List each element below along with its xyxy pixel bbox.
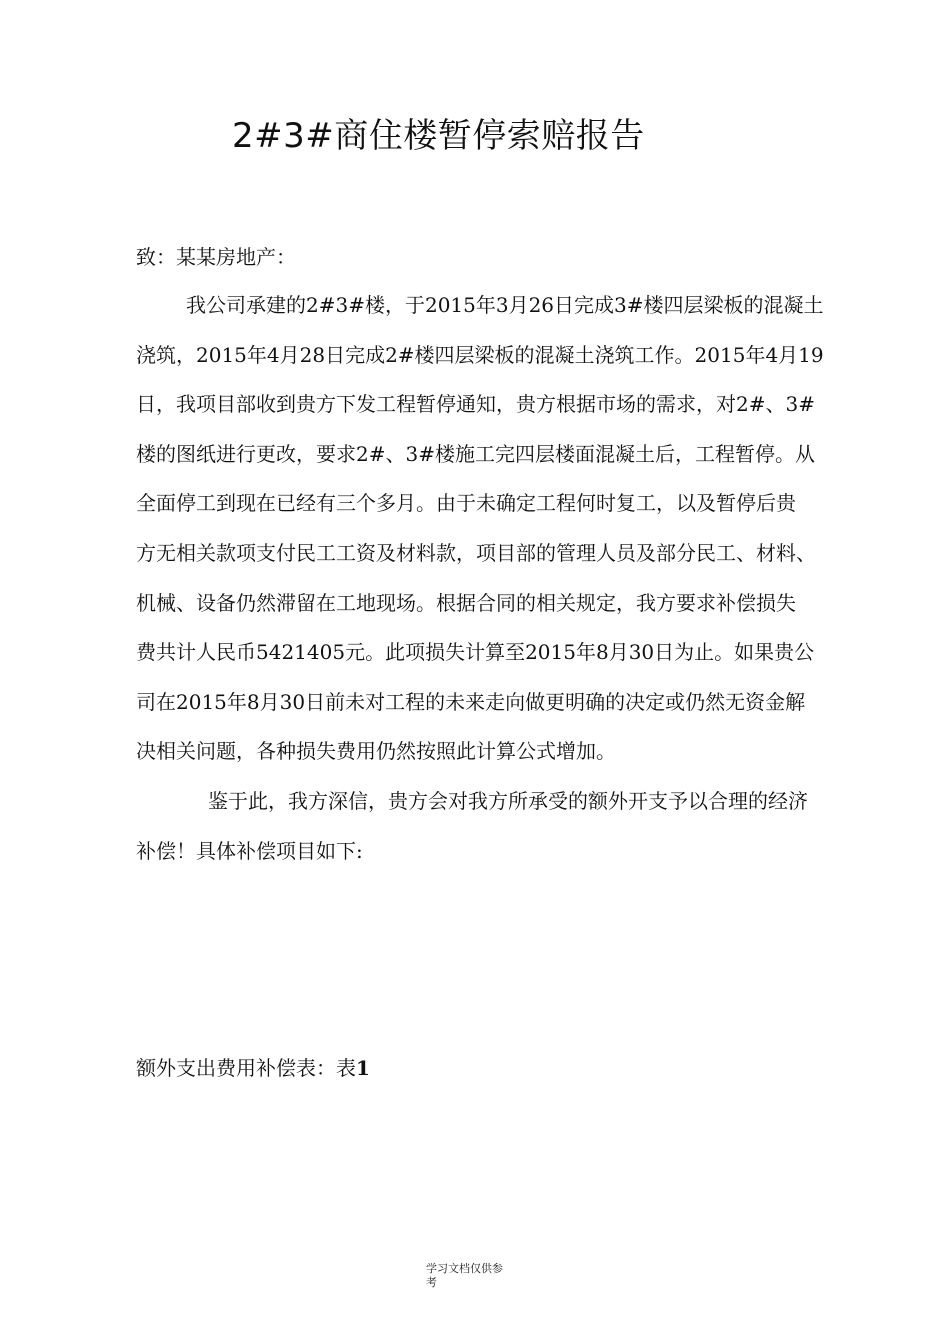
paragraph-1-line: 司在2015年8月30日前未对工程的未来走向做更明确的决定或仍然无资金解 xyxy=(136,689,806,714)
paragraph-1-line: 我公司承建的2#3#楼，于2015年3月26日完成3#楼四层梁板的混凝土 xyxy=(186,293,824,317)
page-footer xyxy=(426,1262,536,1290)
table-caption xyxy=(136,1052,370,1081)
paragraph-1-line: 全面停工到现在已经有三个多月。由于未确定工程何时复工，以及暂停后贵 xyxy=(136,491,796,516)
paragraph-1-line: 决相关问题，各种损失费用仍然按照此计算公式增加。 xyxy=(136,739,616,764)
paragraph-2-line: 补偿！具体补偿项目如下: xyxy=(136,838,363,863)
footer-line: 考 xyxy=(426,1276,437,1289)
body-text xyxy=(136,288,896,883)
paragraph-1-line: 费共计人民币5421405元。此项损失计算至2015年8月30日为止。如果贵公 xyxy=(136,640,815,665)
table-number: 1 xyxy=(356,1056,370,1080)
paragraph-1-line: 日，我项目部收到贵方下发工程暂停通知，贵方根据市场的需求，对2#、3# xyxy=(136,392,815,417)
paragraph-2-line: 鉴于此，我方深信，贵方会对我方所承受的额外开支予以合理的经济 xyxy=(208,788,808,813)
footer-line: 学习文档仅供参 xyxy=(426,1262,503,1275)
table-caption-text: 额外支出费用补偿表：表 xyxy=(136,1056,356,1080)
paragraph-1-line: 方无相关款项支付民工工资及材料款，项目部的管理人员及部分民工、材料、 xyxy=(136,540,816,565)
paragraph-1-line: 机械、设备仍然滞留在工地现场。根据合同的相关规定，我方要求补偿损失 xyxy=(136,590,796,615)
salutation: 致：某某房地产： xyxy=(136,245,296,269)
document-title: 2#3#商住楼暂停索赔报告 xyxy=(232,116,645,156)
paragraph-1-line: 楼的图纸进行更改，要求2#、3#楼施工完四层楼面混凝土后，工程暂停。从 xyxy=(136,441,815,466)
paragraph-1-line: 浇筑，2015年4月28日完成2#楼四层梁板的混凝土浇筑工作。2015年4月19 xyxy=(136,342,824,367)
